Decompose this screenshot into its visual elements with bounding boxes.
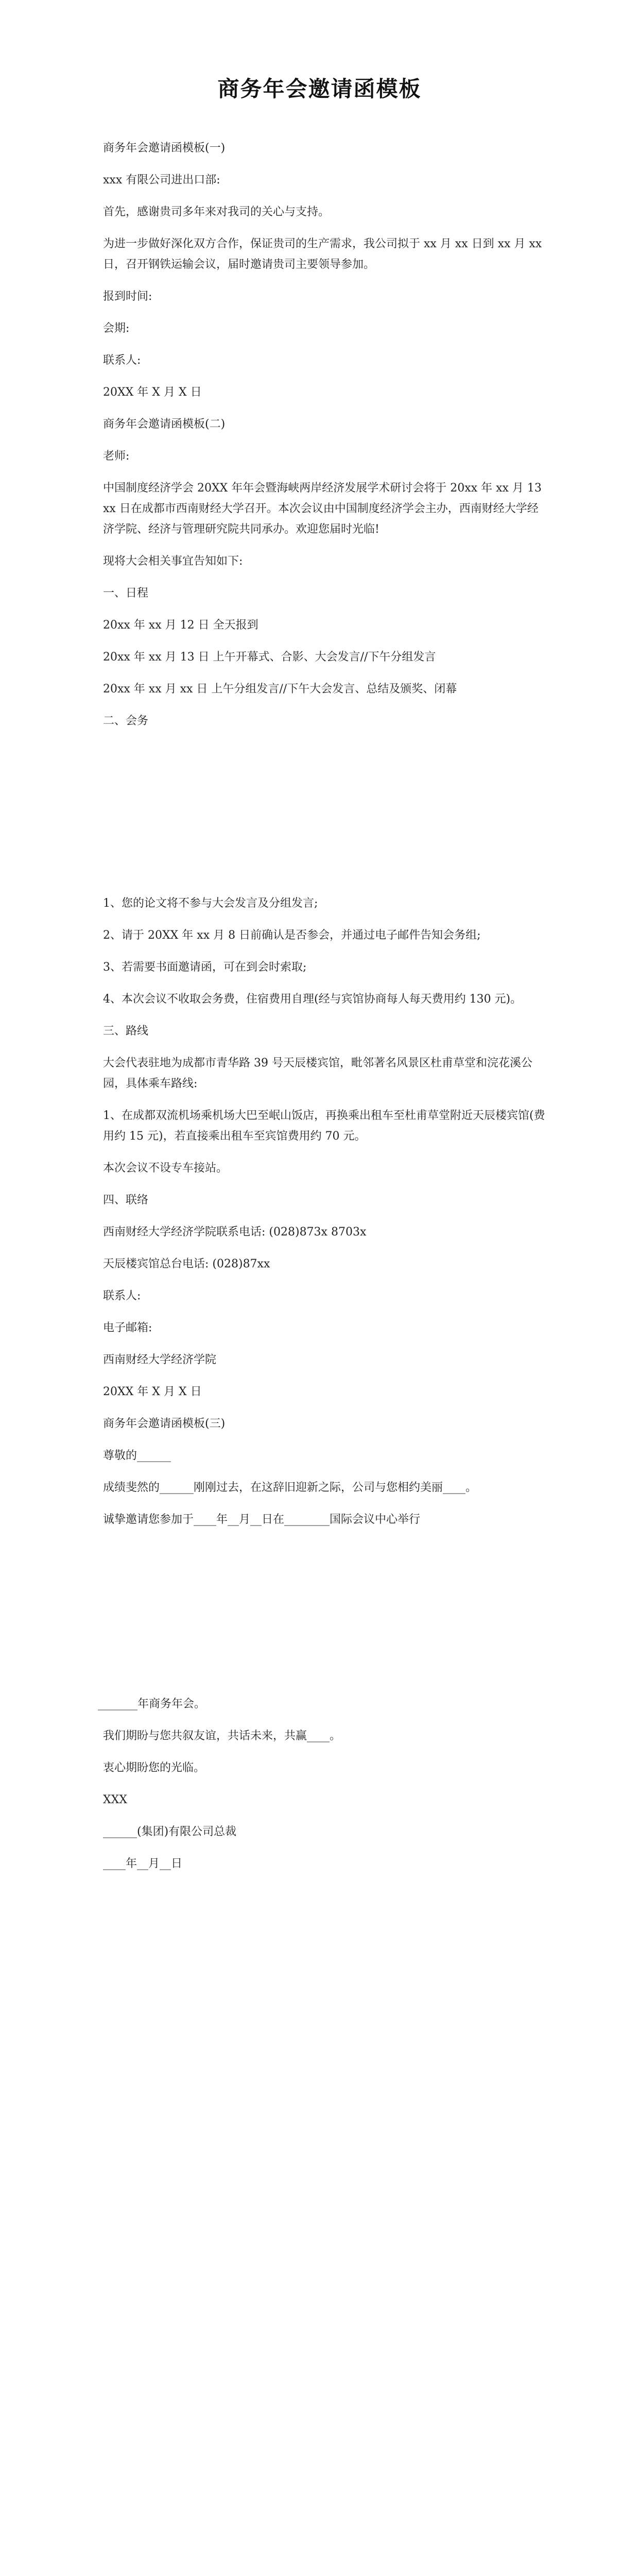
contact-line: 天辰楼宾馆总台电话: (028)87xx <box>103 1258 270 1270</box>
contact-line: 联系人: <box>103 1290 141 1302</box>
section3-heading: 商务年会邀请函模板(三) <box>103 1417 226 1430</box>
contact-line: 西南财经大学经济学院联系电话: (028)873x 8703x <box>103 1226 367 1239</box>
section3-signature-name: XXX <box>103 1793 127 1806</box>
affairs-heading: 二、会务 <box>103 715 149 727</box>
section3-paragraph: 诚挚邀请您参加于____年__月__日在________国际会议中心举行 <box>103 1513 421 1526</box>
schedule-item: 20xx 年 xx 月 13 日 上午开幕式、合影、大会发言//下午分组发言 <box>103 651 436 664</box>
route-note: 本次会议不设专车接站。 <box>103 1162 228 1175</box>
section2-intro: 现将大会相关事宜告知如下: <box>103 555 243 568</box>
section3-signature-company: ______(集团)有限公司总裁 <box>103 1825 237 1838</box>
section2-salutation: 老师: <box>103 450 130 463</box>
section3-paragraph: 成绩斐然的______刚刚过去，在这辞旧迎新之际，公司与您相约美丽____。 <box>103 1481 477 1494</box>
affairs-item: 2、请于 20XX 年 xx 月 8 日前确认是否参会，并通过电子邮件告知会务组; <box>103 929 481 942</box>
affairs-item: 4、本次会议不收取会务费，住宿费用自理(经与宾馆协商每人每天费用约 130 元)。 <box>103 993 522 1006</box>
schedule-heading: 一、日程 <box>103 587 149 600</box>
section1-contact: 联系人: <box>103 354 141 367</box>
section1-date: 20XX 年 X 月 X 日 <box>103 386 202 399</box>
blank-space <box>98 1541 546 1694</box>
section3-paragraph: 衷心期盼您的光临。 <box>103 1761 205 1774</box>
section1-heading: 商务年会邀请函模板(一) <box>103 142 226 155</box>
section1-meeting-period: 会期: <box>103 322 130 335</box>
document-title: 商务年会邀请函模板 <box>217 76 422 101</box>
contact-line: 电子邮箱: <box>103 1321 152 1334</box>
section1-addressee: xxx 有限公司进出口部: <box>103 174 220 187</box>
affairs-item: 1、您的论文将不参与大会发言及分组发言; <box>103 897 318 910</box>
section1-paragraph: 为进一步做好深化双方合作，保证贵司的生产需求，我公司拟于 xx 月 xx 日到 xx 月 xx 日，召开钢铁运输会议，届时邀请贵司主要领导参加。 <box>103 238 542 271</box>
document-body <box>98 138 546 1886</box>
blank-space <box>98 743 546 893</box>
schedule-item: 20xx 年 xx 月 12 日 全天报到 <box>103 619 258 632</box>
affairs-item: 3、若需要书面邀请函，可在到会时索取; <box>103 961 307 974</box>
route-paragraph: 大会代表驻地为成都市青华路 39 号天辰楼宾馆，毗邻著名风景区杜甫草堂和浣花溪公园，具体乘车路线: <box>103 1057 532 1090</box>
section3-paragraph: 我们期盼与您共叙友谊，共话未来，共赢____。 <box>103 1730 341 1742</box>
section3-paragraph: _______年商务年会。 <box>98 1698 206 1710</box>
section3-signature-date: ____年__月__日 <box>103 1857 183 1870</box>
route-paragraph: 1、在成都双流机场乘机场大巴至岷山饭店，再换乘出租车至杜甫草堂附近天辰楼宾馆(费用约 15 元)，若直接乘出租车至宾馆费用约 70 元。 <box>103 1109 545 1143</box>
section1-registration: 报到时间: <box>103 290 152 303</box>
section2-date: 20XX 年 X 月 X 日 <box>103 1385 202 1398</box>
route-heading: 三、路线 <box>103 1025 149 1038</box>
section1-paragraph: 首先，感谢贵司多年来对我司的关心与支持。 <box>103 206 330 218</box>
contact-heading: 四、联络 <box>103 1194 149 1207</box>
schedule-item: 20xx 年 xx 月 xx 日 上午分组发言//下午大会发言、总结及颁奖、闭幕 <box>103 683 457 696</box>
section3-salutation: 尊敬的______ <box>103 1449 171 1462</box>
section2-heading: 商务年会邀请函模板(二) <box>103 418 226 431</box>
section2-signature: 西南财经大学经济学院 <box>103 1353 217 1366</box>
section2-paragraph: 中国制度经济学会 20XX 年年会暨海峡两岸经济发展学术研讨会将于 20xx 年 xx 月 13xx 日在成都市西南财经大学召开。本次会议由中国制度经济学会主办，西南财经大学经济学院、经济与管理研究院共同承办。欢迎您届时光临! <box>103 482 542 536</box>
